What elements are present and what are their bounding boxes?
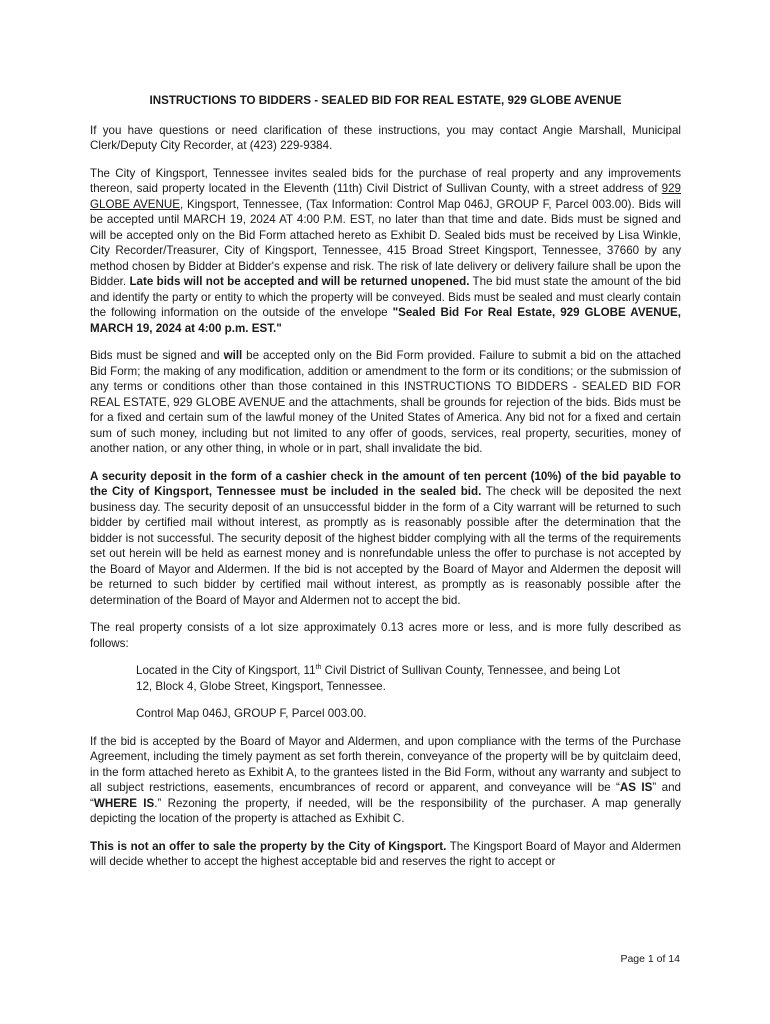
conveyance-paragraph: [90, 734, 681, 827]
property-description-paragraph: The real property consists of a lot size approximately 0.13 acres more or less, and is more fully described as follows:: [90, 621, 681, 650]
document-body: [90, 93, 681, 882]
bid-form-text-a: Bids must be signed and: [90, 349, 224, 362]
envelope-label: "Sealed Bid For Real Estate, 929 GLOBE AVENUE, MARCH 19, 2024 at 4:00 p.m. EST.": [90, 306, 681, 335]
bid-form-text-b: be accepted only on the Bid Form provided. Failure to submit a bid on the attached Bid Form; the making of any modification, addition or amendment to the form or its conditions; or the submission of any terms or conditions other than those contained in this INSTRUCTIONS TO BIDDERS - SEALED BID FOR REAL ESTATE, 929 GLOBE AVENUE and the attachments, shall be grounds for rejection of the bids. Bids must be for a fixed and certain sum of the lawful money of the United States of America. Any bid not for a fixed and certain sum of such money, including but not limited to any offer of goods, services, real property, securities, money of another nation, or any other thing, in whole or in part, shall invalidate the bid.: [90, 349, 682, 455]
document-title: INSTRUCTIONS TO BIDDERS - SEALED BID FOR REAL ESTATE, 929 GLOBE AVENUE: [149, 94, 622, 107]
control-map-line: Control Map 046J, GROUP F, Parcel 003.00.: [136, 707, 367, 720]
bid-form-paragraph: [90, 348, 681, 457]
invitation-paragraph: [90, 166, 681, 337]
not-an-offer-statement: This is not an offer to sale the property by the City of Kingsport.: [90, 839, 447, 853]
security-deposit-requirement: A security deposit in the form of a cashier check in the amount of ten percent (10%) of the bid payable to the City of Kingsport, Tennessee must be included in the sealed bid.: [90, 469, 681, 498]
ordinal-suffix: th: [315, 664, 322, 672]
not-an-offer-text: The Kingsport Board of Mayor and Aldermen will decide whether to accept the highest acceptable bid and reserves the right to accept or: [90, 839, 681, 868]
legal-description: [136, 663, 637, 694]
bid-form-emphasis: will: [223, 349, 243, 362]
invitation-text-a: The City of Kingsport, Tennessee invites sealed bids for the purchase of real property and any improvements thereon, said property located in the Eleventh (11th) Civil District of Sullivan County, with a street address of: [90, 166, 681, 195]
street-address: 929 GLOBE AVENUE: [90, 182, 681, 211]
conveyance-text-c: .” Rezoning the property, if needed, will be the responsibility of the purchaser. A map generally depicting the location of the property is attached as Exhibit C.: [90, 796, 681, 825]
invitation-text-c: The bid must state the amount of the bid and identify the party or entity to which the property will be conveyed. Bids must be sealed and must clearly contain the following information on the outside of the envelope: [90, 275, 681, 319]
invitation-text-b: , Kingsport, Tennessee, (Tax Information: Control Map 046J, GROUP F, Parcel 003.00). Bids will be accepted until MARCH 19, 2024 AT 4:00 P.M. EST, no later than that time and date. Bids must be signed and will be accepted only on the Bid Form attached hereto as Exhibit D. Sealed bids must be received by Lisa Winkle, City Recorder/Treasurer, City of Kingsport, Tennessee, 415 Broad Street Kingsport, Tennessee, 37660 by any method chosen by Bidder at Bidder's expense and risk. The risk of late delivery or delivery failure shall be upon the Bidder.: [90, 197, 681, 288]
conveyance-text-b: ” and “: [90, 781, 681, 810]
page-number: Page 1 of 14: [620, 953, 680, 965]
contact-paragraph: If you have questions or need clarification of these instructions, you may contact Angie Marshall, Municipal Clerk/Deputy City Recorder, at (423) 229-9384.: [90, 123, 681, 152]
conveyance-text-a: If the bid is accepted by the Board of Mayor and Aldermen, and upon compliance with the terms of the Purchase Agreement, including the timely payment as set forth therein, conveyance of the property will be by quitclaim deed, in the form attached hereto as Exhibit A, to the grantees listed in the Bid Form, without any warranty and subject to all subject restrictions, easements, encumbrances of record or apparent, and conveyance will be “: [90, 734, 681, 794]
where-is-term: WHERE IS: [93, 796, 155, 810]
security-deposit-paragraph: [90, 469, 681, 609]
as-is-term: AS IS: [619, 781, 653, 794]
legal-description-text-b: Civil District of Sullivan County, Tennessee, and being Lot 12, Block 4, Globe Street, Kingsport, Tennessee.: [136, 664, 621, 693]
late-bids-notice: Late bids will not be accepted and will be returned unopened.: [129, 275, 470, 288]
not-an-offer-paragraph: [90, 839, 681, 870]
security-deposit-text: The check will be deposited the next business day. The security deposit of an unsuccessful bidder in the form of a City warrant will be returned to such bidder by certified mail without interest, as promptly as is reasonably possible after the determination that the bidder is not successful. The security deposit of the highest bidder complying with all the terms of the requirements set out herein will be held as earnest money and is nonrefundable unless the offer to purchase is not accepted by the Board of Mayor and Aldermen. If the bid is not accepted by the Board of Mayor and Aldermen the deposit will be returned to such bidder by certified mail without interest, as promptly as is reasonably possible after the determination of the Board of Mayor and Aldermen not to accept the bid.: [90, 485, 681, 607]
legal-description-text-a: Located in the City of Kingsport, 11: [136, 664, 316, 677]
